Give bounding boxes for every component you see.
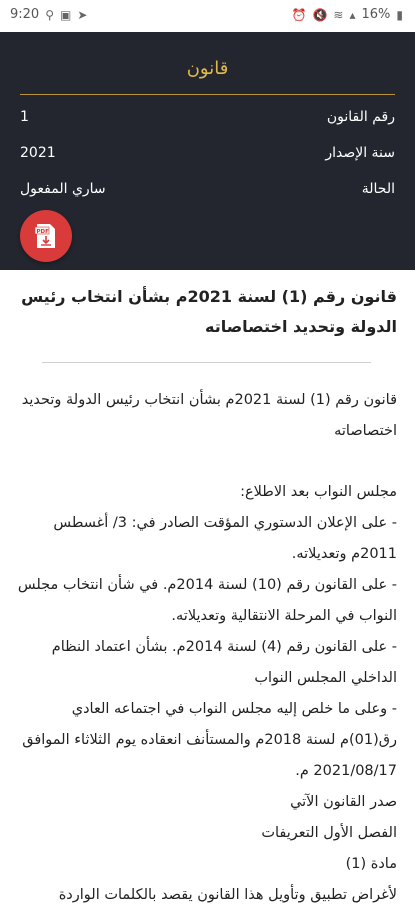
- law-line: - على القانون رقم (4) لسنة 2014م. بشأن اعتماد النظام الداخلي المجلس النواب: [51, 639, 397, 686]
- law-line: - وعلى ما خلص إليه مجلس النواب في اجتماعه العادي رق(01)م لسنة 2018م والمستأنف انعقاده يوم الثلاثاء الموافق 2021/08/17 م.: [22, 701, 397, 779]
- law-intro: قانون رقم (1) لسنة 2021م بشأن انتخاب رئيس الدولة وتحديد اختصاصاته: [21, 392, 397, 439]
- law-line: - على القانون رقم (10) لسنة 2014م. في شأن انتخاب مجلس النواب في المرحلة الانتقالية وتعديلاته.: [17, 577, 397, 624]
- law-line: مجلس النواب بعد الاطلاع:: [240, 484, 397, 500]
- status-bar: [0, 0, 415, 32]
- status-time: 9:20: [10, 7, 40, 22]
- usb-icon: ⚲: [45, 7, 54, 22]
- law-header: [0, 32, 415, 270]
- law-line: الفصل الأول التعريفات: [261, 825, 397, 841]
- telegram-icon: ➤: [77, 7, 88, 22]
- law-line: - على الإعلان الدستوري المؤقت الصادر في: 3/ أغسطس 2011م وتعديلاته.: [53, 515, 397, 562]
- mute-icon: 🔇: [312, 7, 328, 22]
- issue-year-label: سنة الإصدار: [325, 145, 395, 161]
- signal-icon: ▴: [349, 7, 356, 22]
- law-number-label: رقم القانون: [326, 109, 395, 125]
- meta-row-law-number: [0, 99, 415, 135]
- law-content: [0, 282, 415, 911]
- gallery-icon: ▣: [60, 7, 72, 22]
- law-line: صدر القانون الآتي: [290, 794, 397, 810]
- issue-year-value: 2021: [20, 145, 56, 161]
- meta-row-status: [0, 171, 415, 207]
- status-left: [10, 7, 87, 22]
- battery-level: 16%: [361, 7, 391, 22]
- content-divider: [42, 362, 371, 363]
- law-line: مادة (1): [345, 856, 397, 872]
- wifi-icon: ≋: [333, 7, 344, 22]
- pdf-download-icon: [35, 223, 57, 249]
- law-heading: قانون رقم (1) لسنة 2021م بشأن انتخاب رئيس الدولة وتحديد اختصاصاته: [21, 287, 397, 336]
- meta-row-issue-year: [0, 135, 415, 171]
- page-title: قانون: [186, 58, 229, 79]
- status-label: الحالة: [361, 181, 395, 197]
- status-right: [291, 7, 403, 22]
- battery-icon: ▮: [396, 7, 403, 22]
- law-number-value: 1: [20, 109, 29, 125]
- download-pdf-button[interactable]: [20, 210, 72, 262]
- law-line: لأغراض تطبيق وتأويل هذا القانون يقصد بالكلمات الواردة: [58, 887, 397, 903]
- svg-text:PDF: PDF: [36, 228, 49, 235]
- alarm-icon: ⏰: [291, 7, 307, 22]
- status-value: ساري المفعول: [20, 181, 106, 197]
